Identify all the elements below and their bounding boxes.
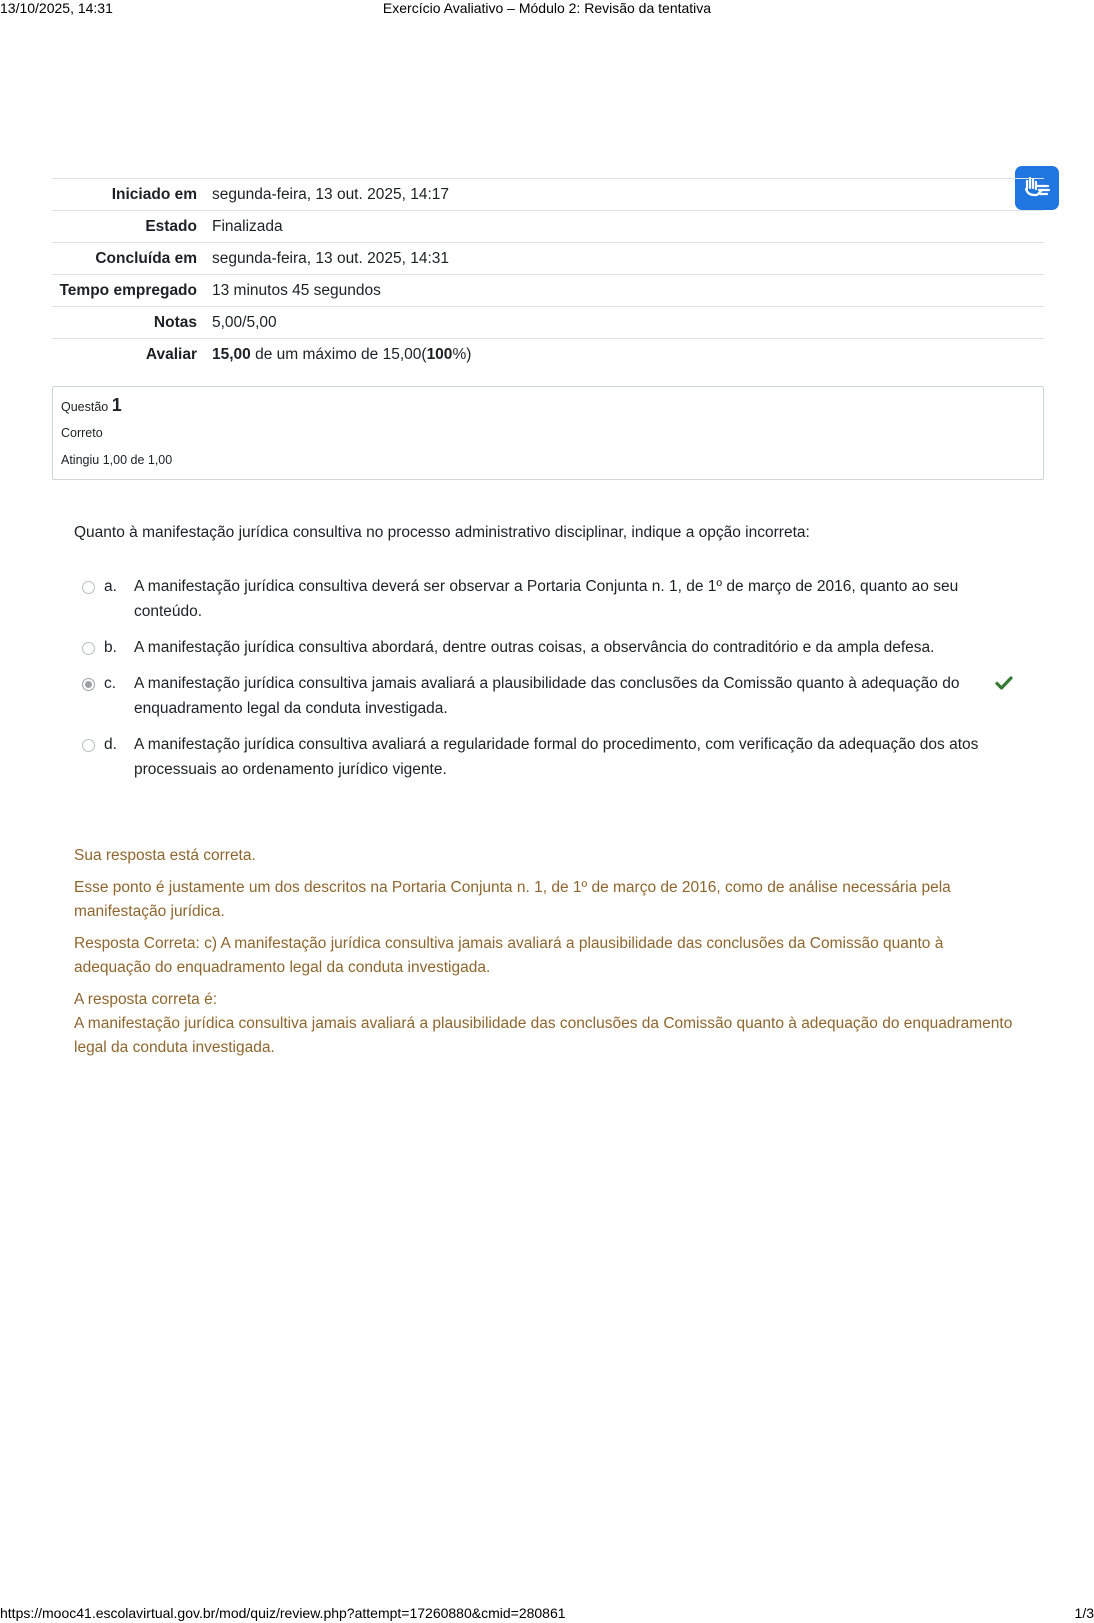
grade-score: 15,00 (212, 346, 251, 363)
question-info-box (52, 386, 1044, 480)
feedback-general: Esse ponto é justamente um dos descritos na Portaria Conjunta n. 1, de 1º de março de 2016, como de análise necessária pela manifestação jurídica. (74, 879, 951, 920)
answer-letter: a. (104, 578, 117, 595)
answer-option-d[interactable] (82, 732, 1022, 782)
answer-radio-a[interactable] (82, 581, 95, 594)
summary-row-state (52, 211, 1044, 243)
grade-end: %) (452, 346, 472, 363)
answer-option-c[interactable] (82, 671, 1022, 721)
right-answer-text: A manifestação jurídica consultiva jamais avaliará a plausibilidade das conclusões da Comissão quanto à adequação do enquadramento legal da conduta investigada. (74, 1015, 1013, 1056)
print-page-number: 1/3 (1074, 1605, 1094, 1621)
summary-grade-value (212, 339, 1044, 371)
summary-row-completed (52, 243, 1044, 275)
summary-label: Notas (153, 314, 197, 331)
grade-middle: de um máximo de 15,00( (250, 346, 427, 363)
answer-option-a[interactable] (82, 574, 1022, 624)
question-number (61, 393, 1035, 419)
print-page-title: Exercício Avaliativo – Módulo 2: Revisão da tentativa (382, 0, 712, 16)
print-url: https://mooc41.escolavirtual.gov.br/mod/quiz/review.php?attempt=17260880&cmid=280861 (0, 1605, 566, 1621)
summary-label: Tempo empregado (59, 282, 197, 299)
summary-value: 13 minutos 45 segundos (212, 282, 381, 299)
attempt-summary-table (52, 178, 1044, 370)
question-state: Correto (61, 426, 103, 440)
answer-text: A manifestação jurídica consultiva abordará, dentre outras coisas, a observância do contraditório e da ampla defesa. (134, 639, 935, 656)
answer-radio-b[interactable] (82, 642, 95, 655)
question-mark: Atingiu 1,00 de 1,00 (61, 453, 173, 467)
summary-label: Estado (145, 218, 197, 235)
summary-label: Concluída em (95, 250, 197, 267)
summary-row-started (52, 179, 1044, 211)
feedback-status: Sua resposta está correta. (74, 847, 256, 864)
checkmark-icon (995, 675, 1013, 691)
answer-letter: b. (104, 639, 117, 656)
question-text: Quanto à manifestação jurídica consultiva no processo administrativo disciplinar, indique a opção incorreta: (74, 524, 810, 541)
print-footer (0, 1603, 1094, 1623)
summary-label: Iniciado em (111, 186, 197, 203)
summary-value: Finalizada (212, 218, 283, 235)
answer-text: A manifestação jurídica consultiva avaliará a regularidade formal do procedimento, com verificação da adequação dos atos processuais ao ordenamento jurídico vigente. (134, 736, 979, 778)
summary-value: 5,00/5,00 (212, 314, 277, 331)
print-header (0, 0, 1094, 18)
summary-row-marks (52, 307, 1044, 339)
question-number-value: 1 (111, 395, 122, 415)
answer-radio-d[interactable] (82, 739, 95, 752)
summary-row-grade (52, 339, 1044, 371)
answer-radio-c[interactable] (82, 678, 95, 691)
answer-list (82, 574, 1022, 793)
summary-label: Avaliar (145, 346, 197, 363)
answer-letter: c. (104, 675, 117, 692)
question-label: Questão (61, 400, 112, 414)
answer-text: A manifestação jurídica consultiva deverá ser observar a Portaria Conjunta n. 1, de 1º de março de 2016, quanto ao seu conteúdo. (134, 578, 959, 620)
summary-value: segunda-feira, 13 out. 2025, 14:31 (212, 250, 449, 267)
grade-percent: 100 (426, 346, 453, 363)
right-answer-label: A resposta correta é: (74, 991, 218, 1008)
answer-letter: d. (104, 736, 117, 753)
answer-text: A manifestação jurídica consultiva jamais avaliará a plausibilidade das conclusões da Comissão quanto à adequação do enquadramento legal da conduta investigada. (134, 675, 960, 717)
summary-value: segunda-feira, 13 out. 2025, 14:17 (212, 186, 449, 203)
feedback-explanation: Resposta Correta: c) A manifestação jurídica consultiva jamais avaliará a plausibilidade das conclusões da Comissão quanto à adequação do enquadramento legal da conduta investigada. (74, 935, 944, 976)
summary-row-time (52, 275, 1044, 307)
feedback-section (74, 844, 1024, 1060)
print-datetime: 13/10/2025, 14:31 (0, 0, 113, 16)
answer-option-b[interactable] (82, 635, 1022, 660)
